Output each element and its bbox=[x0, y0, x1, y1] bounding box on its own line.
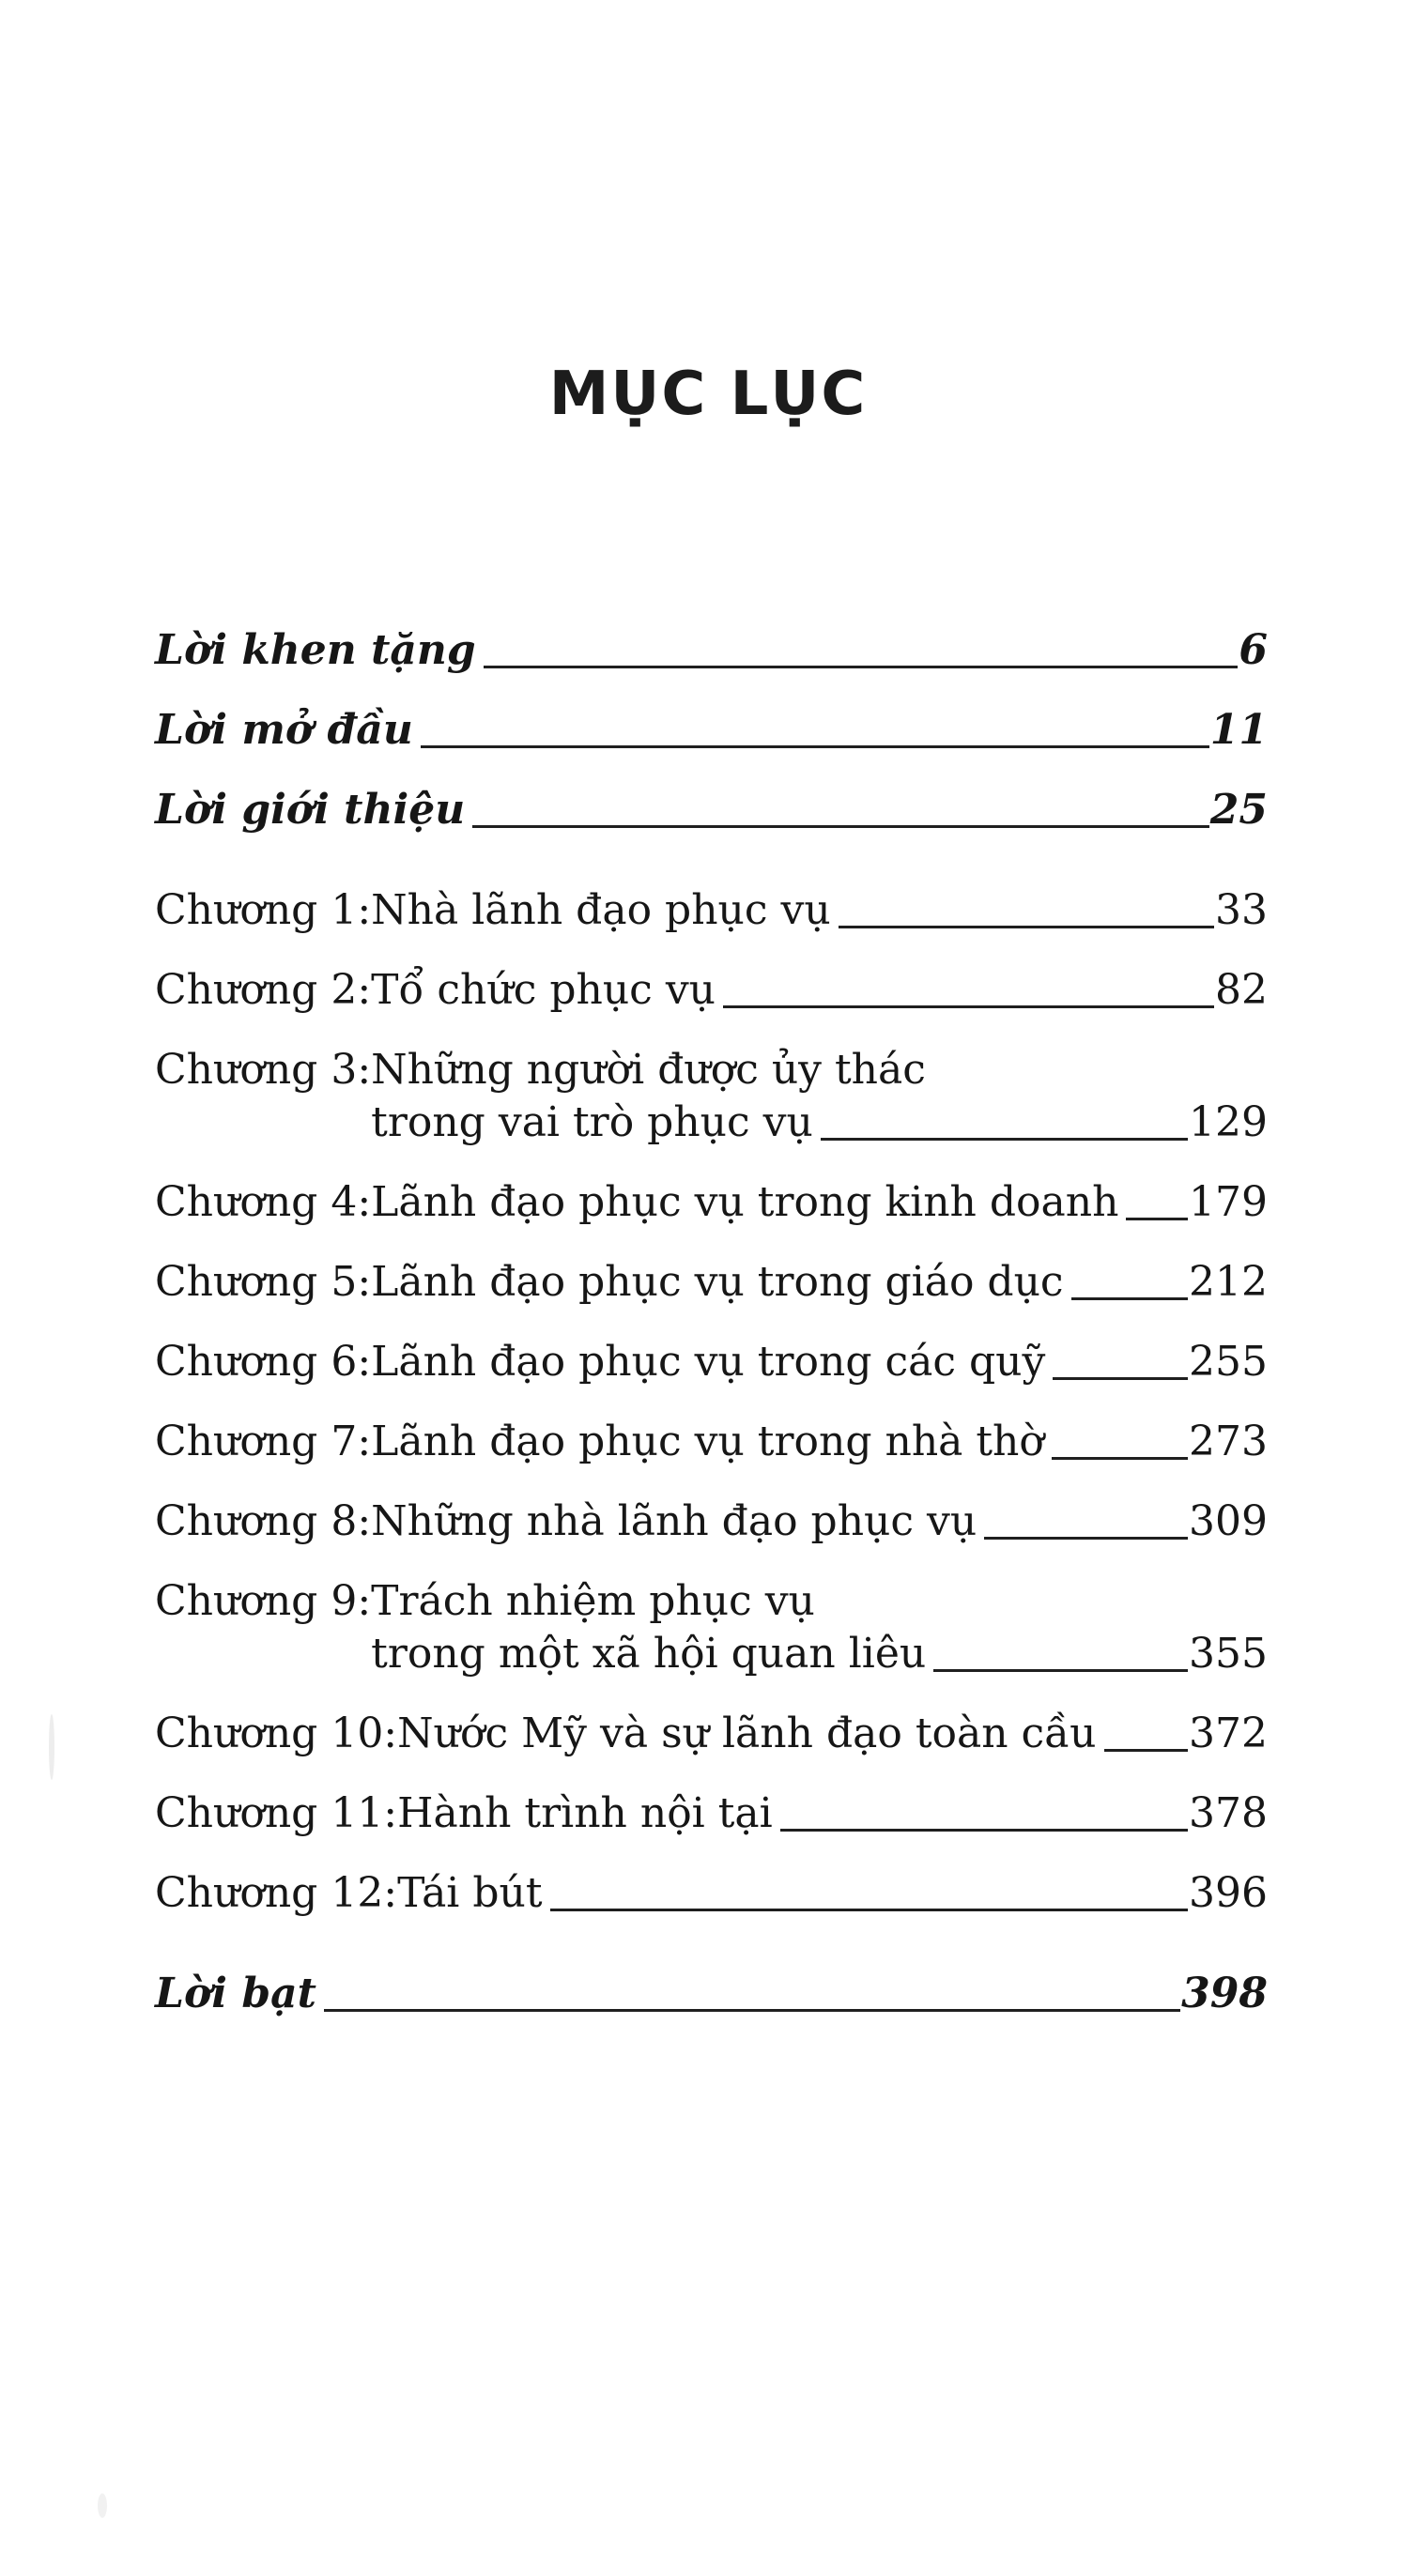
toc-entry bbox=[155, 1867, 1268, 1920]
page-number: 33 bbox=[1215, 885, 1268, 934]
page-number: 212 bbox=[1189, 1257, 1268, 1306]
toc-entry bbox=[155, 1787, 1268, 1840]
entry-title-block bbox=[371, 884, 1268, 937]
entry-title-block bbox=[371, 1416, 1268, 1468]
leader-line bbox=[1104, 1708, 1189, 1752]
leader-line bbox=[821, 1096, 1188, 1141]
toc-entry bbox=[155, 1708, 1268, 1760]
page-number: 378 bbox=[1189, 1788, 1268, 1837]
leader-line bbox=[1052, 1416, 1188, 1460]
entry-title-block bbox=[371, 1044, 1268, 1149]
entry-title-block bbox=[371, 1336, 1268, 1388]
entry-title-text: Lãnh đạo phục vụ trong giáo dục bbox=[371, 1257, 1064, 1306]
leader-line bbox=[421, 704, 1209, 748]
entry-title-line bbox=[371, 1256, 1268, 1309]
toc-entry bbox=[155, 1256, 1268, 1309]
leader-line bbox=[472, 784, 1209, 828]
entry-title-line bbox=[371, 1495, 1268, 1548]
entry-title-text: Tái bút bbox=[397, 1868, 543, 1917]
entry-title-text: trong một xã hội quan liêu bbox=[371, 1629, 927, 1678]
entry-title-line bbox=[155, 624, 1268, 677]
entry-title-text: Hành trình nội tại bbox=[397, 1788, 773, 1837]
page-number: 179 bbox=[1189, 1177, 1268, 1226]
leader-line bbox=[723, 964, 1214, 1008]
chapter-label: Chương 5: bbox=[155, 1257, 372, 1306]
entry-title-text: Tổ chức phục vụ bbox=[371, 965, 716, 1014]
chapter-label: Chương 8: bbox=[155, 1496, 372, 1545]
scan-artifact bbox=[98, 2493, 107, 2518]
leader-line bbox=[839, 884, 1214, 928]
leader-line bbox=[1053, 1336, 1188, 1380]
entry-title-line bbox=[371, 1044, 1268, 1096]
entry-title-block bbox=[155, 1968, 1268, 2020]
entry-title-block bbox=[397, 1787, 1268, 1840]
leader-line bbox=[324, 1968, 1180, 2012]
page-number: 255 bbox=[1189, 1337, 1268, 1386]
leader-line bbox=[1071, 1256, 1188, 1300]
entry-title-line bbox=[371, 1416, 1268, 1468]
entry-title-text: Nhà lãnh đạo phục vụ bbox=[371, 885, 831, 934]
toc-entry bbox=[155, 1968, 1268, 2020]
entry-title-line bbox=[371, 964, 1268, 1017]
chapter-label: Chương 2: bbox=[155, 965, 372, 1014]
chapter-label: Chương 3: bbox=[155, 1045, 372, 1094]
page-number: 396 bbox=[1189, 1868, 1268, 1917]
toc-entry bbox=[155, 1044, 1268, 1149]
chapter-label: Chương 9: bbox=[155, 1576, 372, 1625]
page-number: 82 bbox=[1215, 965, 1268, 1014]
chapter-label: Chương 10: bbox=[155, 1709, 398, 1757]
entry-title-line bbox=[397, 1787, 1268, 1840]
entry-title-line bbox=[155, 1968, 1268, 2020]
entry-title-line bbox=[397, 1708, 1268, 1760]
page-title: MỤC LỤC bbox=[548, 360, 868, 429]
page-number: 372 bbox=[1189, 1709, 1268, 1757]
entry-title-block bbox=[155, 784, 1268, 836]
entry-title-text: Lời giới thiệu bbox=[155, 785, 466, 834]
toc-entry bbox=[155, 884, 1268, 937]
chapter-label: Chương 7: bbox=[155, 1417, 372, 1465]
entry-title-text: Những nhà lãnh đạo phục vụ bbox=[371, 1496, 977, 1545]
entry-title-block bbox=[155, 624, 1268, 677]
chapter-label: Chương 4: bbox=[155, 1177, 372, 1226]
page-number: 129 bbox=[1189, 1097, 1268, 1146]
entry-title-block bbox=[371, 964, 1268, 1017]
toc-entry bbox=[155, 624, 1268, 677]
entry-title-text: Lãnh đạo phục vụ trong các quỹ bbox=[371, 1337, 1046, 1386]
leader-line bbox=[984, 1495, 1188, 1540]
toc-entry bbox=[155, 704, 1268, 757]
page-number: 6 bbox=[1239, 625, 1268, 674]
toc-entry bbox=[155, 1416, 1268, 1468]
chapter-label: Chương 6: bbox=[155, 1337, 372, 1386]
chapter-label: Chương 12: bbox=[155, 1868, 398, 1917]
entry-title-text: Lãnh đạo phục vụ trong nhà thờ bbox=[371, 1417, 1044, 1465]
entry-title-line bbox=[397, 1867, 1268, 1920]
entry-title-text: Lời mở đầu bbox=[155, 705, 413, 754]
entry-title-line bbox=[371, 1336, 1268, 1388]
entry-title-line bbox=[155, 704, 1268, 757]
page-number: 355 bbox=[1189, 1629, 1268, 1678]
toc-entry bbox=[155, 784, 1268, 836]
page-number: 25 bbox=[1209, 785, 1268, 834]
leader-line bbox=[484, 624, 1239, 668]
entry-title-line bbox=[371, 1628, 1268, 1680]
toc-entry bbox=[155, 1575, 1268, 1680]
page-number: 11 bbox=[1209, 705, 1268, 754]
entry-title-line bbox=[371, 884, 1268, 937]
entry-title-block bbox=[397, 1708, 1268, 1760]
entry-title-line bbox=[371, 1176, 1268, 1229]
entry-title-text: Những người được ủy thác bbox=[371, 1045, 926, 1094]
entry-title-line bbox=[155, 784, 1268, 836]
page-number: 273 bbox=[1189, 1417, 1268, 1465]
entry-title-block bbox=[371, 1176, 1268, 1229]
toc-entry bbox=[155, 1495, 1268, 1548]
scan-artifact bbox=[49, 1714, 54, 1780]
toc-entry bbox=[155, 1176, 1268, 1229]
toc-entry bbox=[155, 1336, 1268, 1388]
page-number: 309 bbox=[1189, 1496, 1268, 1545]
table-of-contents bbox=[155, 624, 1268, 2020]
entry-title-text: Lời bạt bbox=[155, 1969, 316, 2017]
chapter-label: Chương 11: bbox=[155, 1788, 398, 1837]
chapter-label: Chương 1: bbox=[155, 885, 372, 934]
entry-title-block bbox=[371, 1575, 1268, 1680]
page-number: 398 bbox=[1181, 1969, 1268, 2017]
leader-line bbox=[933, 1628, 1188, 1672]
entry-title-block bbox=[155, 704, 1268, 757]
entry-title-text: Lãnh đạo phục vụ trong kinh doanh bbox=[371, 1177, 1119, 1226]
entry-title-line bbox=[371, 1096, 1268, 1149]
entry-title-line bbox=[371, 1575, 1268, 1628]
entry-title-text: Lời khen tặng bbox=[155, 625, 476, 674]
entry-title-block bbox=[397, 1867, 1268, 1920]
leader-line bbox=[550, 1867, 1188, 1911]
entry-title-text: trong vai trò phục vụ bbox=[371, 1097, 813, 1146]
entry-title-text: Nước Mỹ và sự lãnh đạo toàn cầu bbox=[397, 1709, 1097, 1757]
entry-title-block bbox=[371, 1256, 1268, 1309]
leader-line bbox=[780, 1787, 1188, 1832]
entry-title-text: Trách nhiệm phục vụ bbox=[371, 1576, 815, 1625]
entry-title-block bbox=[371, 1495, 1268, 1548]
leader-line bbox=[1126, 1176, 1188, 1220]
toc-entry bbox=[155, 964, 1268, 1017]
